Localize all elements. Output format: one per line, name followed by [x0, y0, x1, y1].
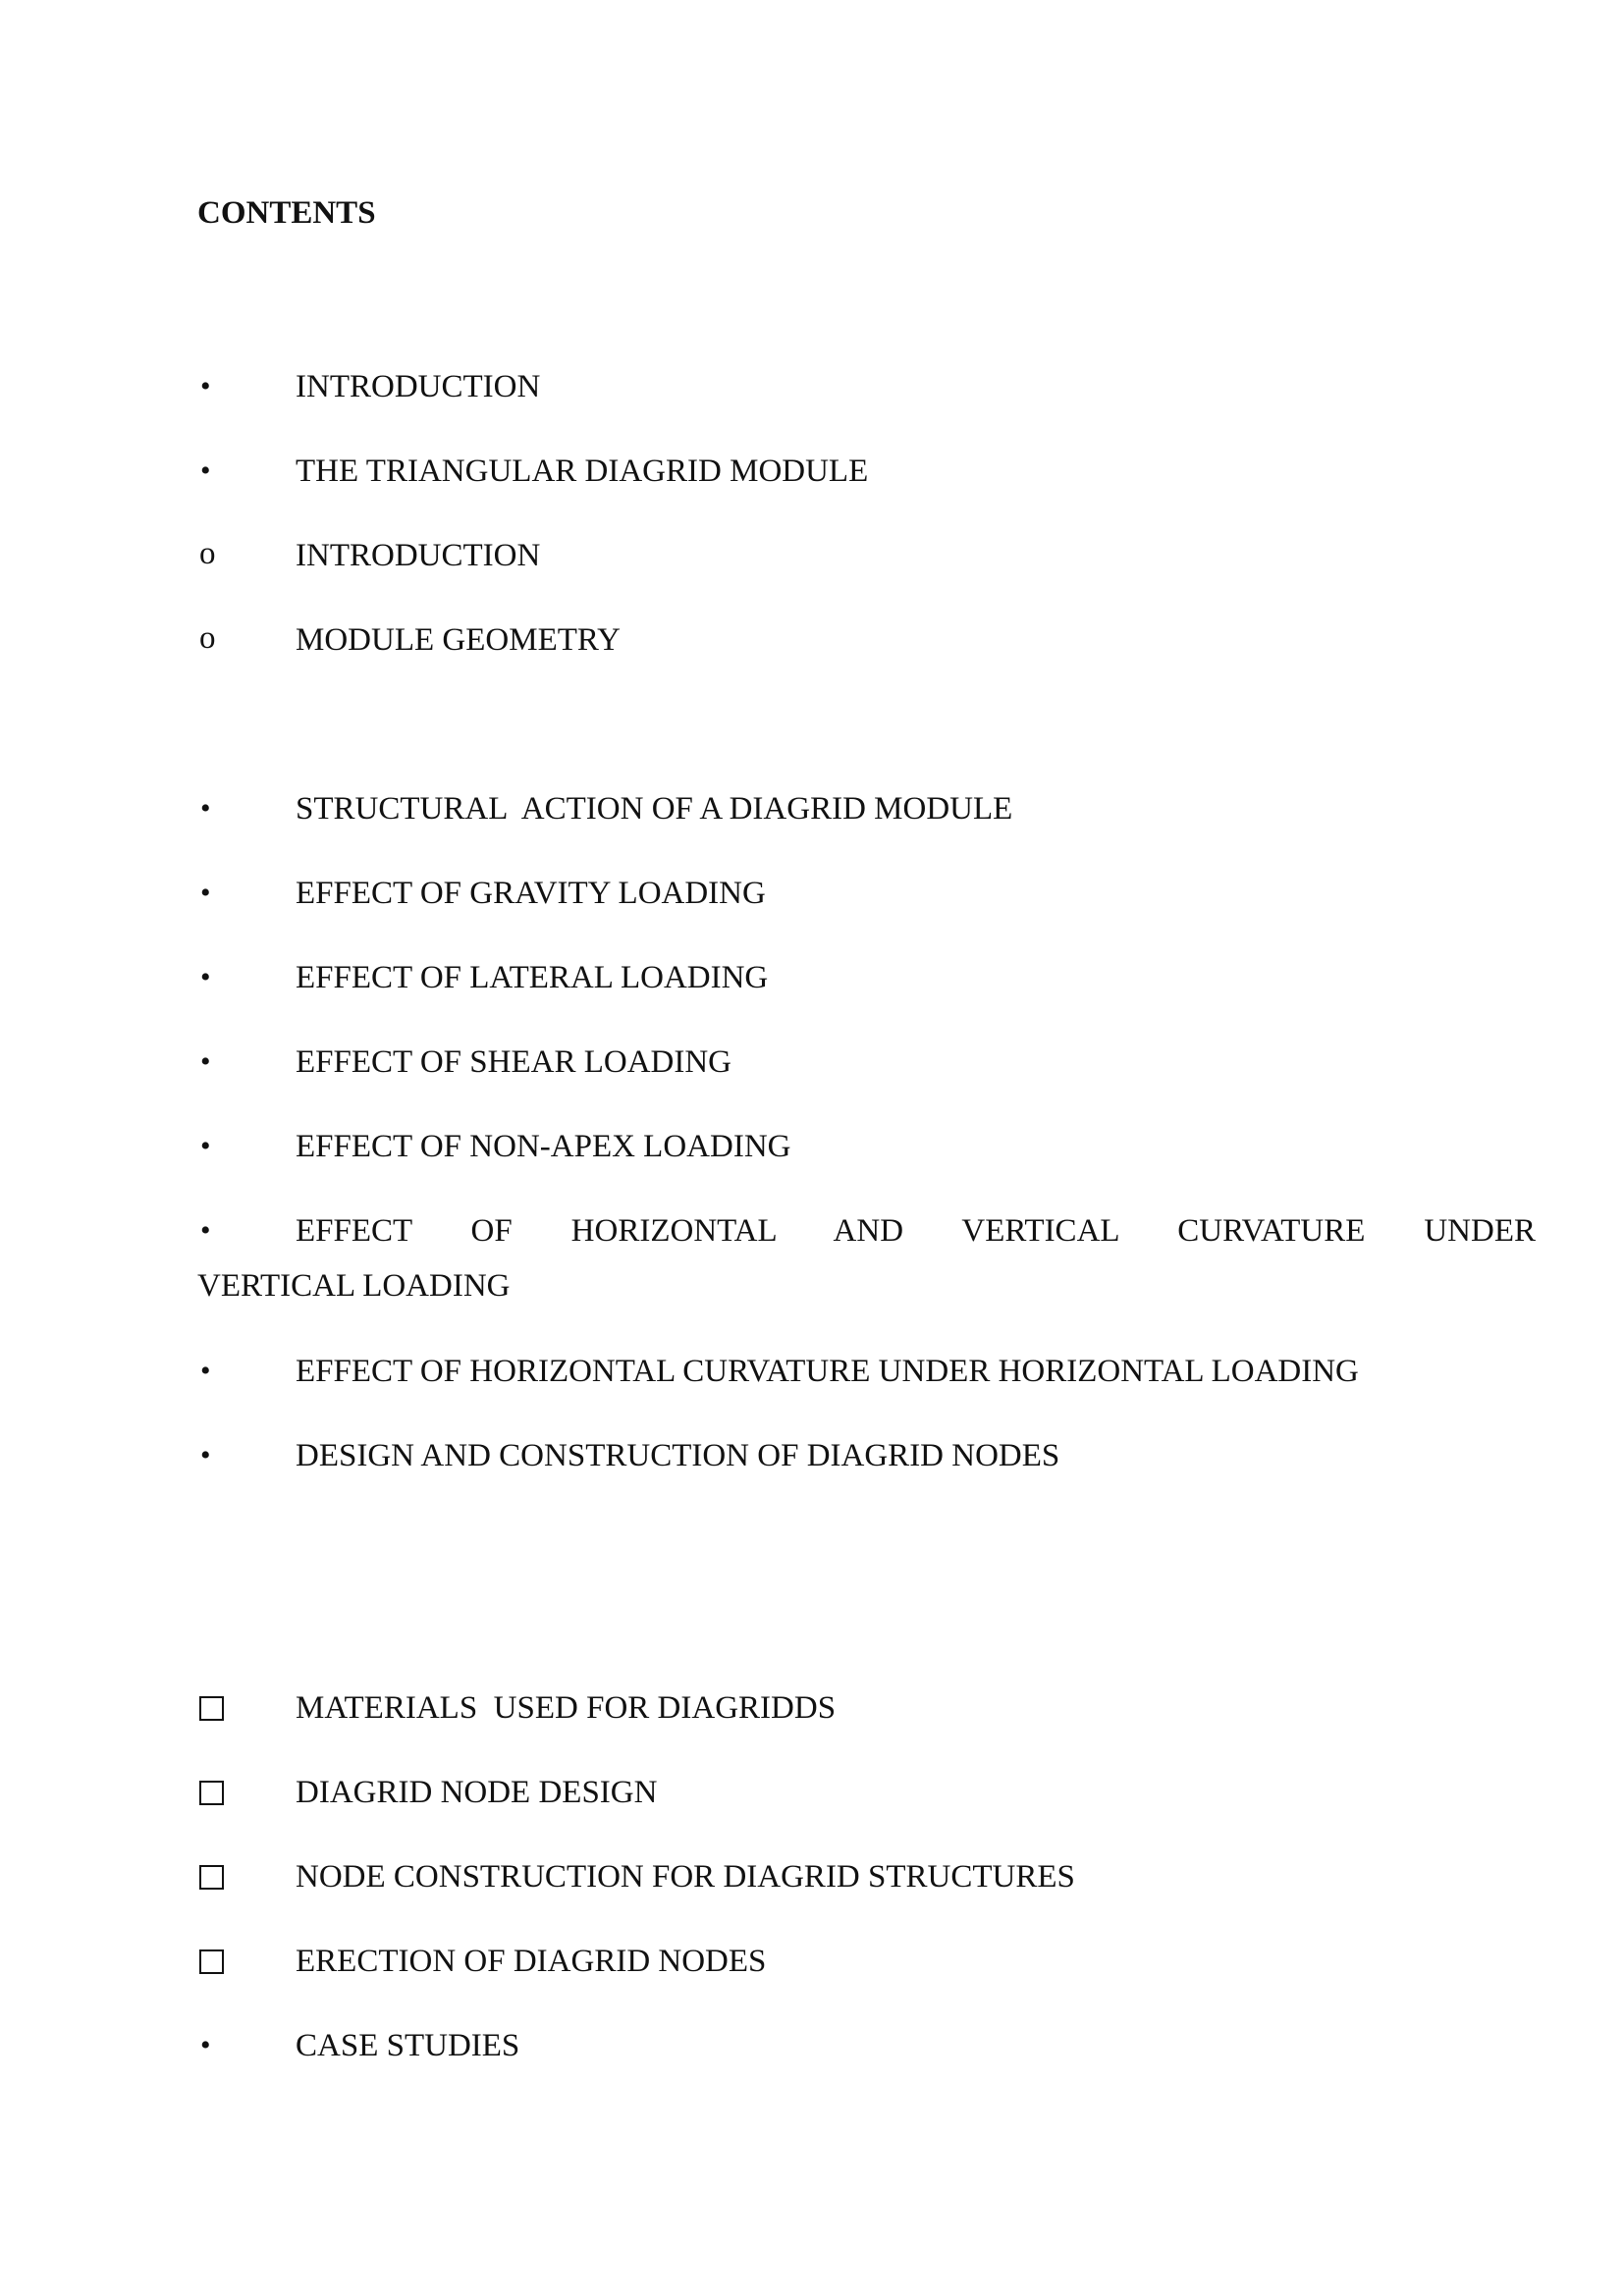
checkbox-square-icon: [199, 1949, 224, 1974]
toc-item-label: EFFECT OF NON-APEX LOADING: [296, 1129, 791, 1164]
toc-item-label: MODULE GEOMETRY: [296, 622, 621, 658]
bullet-marker: •: [200, 877, 211, 909]
checkbox-square-icon: [199, 1696, 224, 1721]
toc-item-label: NODE CONSTRUCTION FOR DIAGRID STRUCTURES: [296, 1859, 1075, 1895]
bullet-marker: •: [200, 1214, 211, 1247]
toc-item-label: EFFECT OF HORIZONTAL CURVATURE UNDER HORIZONTAL LOADING: [296, 1354, 1359, 1389]
bullet-marker: •: [200, 1355, 211, 1387]
bullet-marker: •: [200, 370, 211, 402]
toc-item-label: EFFECT OF GRAVITY LOADING: [296, 876, 766, 911]
toc-item-label: EFFECT OF LATERAL LOADING: [296, 960, 769, 995]
toc-item-label: INTRODUCTION: [296, 369, 541, 404]
toc-item-label: EFFECT OF HORIZONTAL AND VERTICAL CURVATURE UNDER: [296, 1213, 1536, 1249]
bullet-marker: •: [200, 1439, 211, 1471]
contents-heading: CONTENTS: [197, 195, 376, 231]
circle-marker: o: [199, 620, 216, 656]
circle-marker: o: [199, 536, 216, 571]
toc-item-continuation: VERTICAL LOADING: [197, 1268, 511, 1304]
toc-item-label: ERECTION OF DIAGRID NODES: [296, 1944, 767, 1979]
toc-item-label: STRUCTURAL ACTION OF A DIAGRID MODULE: [296, 791, 1013, 827]
bullet-marker: •: [200, 792, 211, 825]
bullet-marker: •: [200, 961, 211, 993]
toc-item-label: THE TRIANGULAR DIAGRID MODULE: [296, 454, 869, 489]
toc-item-label: CASE STUDIES: [296, 2028, 520, 2063]
toc-item-label: DIAGRID NODE DESIGN: [296, 1775, 658, 1810]
bullet-marker: •: [200, 1130, 211, 1162]
bullet-marker: •: [200, 1045, 211, 1078]
toc-item-label: INTRODUCTION: [296, 538, 541, 573]
checkbox-square-icon: [199, 1865, 224, 1890]
checkbox-square-icon: [199, 1781, 224, 1805]
bullet-marker: •: [200, 454, 211, 487]
toc-item-label: EFFECT OF SHEAR LOADING: [296, 1044, 732, 1080]
toc-item-label: MATERIALS USED FOR DIAGRIDDS: [296, 1690, 837, 1726]
bullet-marker: •: [200, 2029, 211, 2061]
toc-item-label: DESIGN AND CONSTRUCTION OF DIAGRID NODES: [296, 1438, 1060, 1473]
